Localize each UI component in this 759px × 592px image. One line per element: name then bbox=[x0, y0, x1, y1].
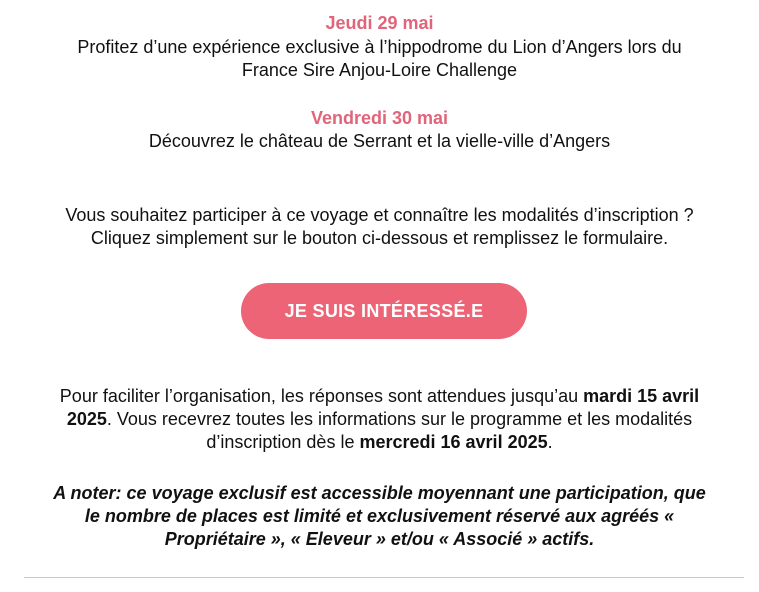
day2-desc-line1: Découvrez le château de Serrant et la vielle-ville d’Angers bbox=[148, 131, 611, 151]
day1-title: Jeudi 29 mai bbox=[325, 13, 434, 33]
deadline-line1 bbox=[0, 385, 759, 408]
interested-button-label: JE SUIS INTÉRESSÉ.E bbox=[284, 300, 484, 321]
deadline-text-2: . Vous recevrez toutes les informations sur le programme et les modalités bbox=[106, 409, 693, 429]
note-line3: Propriétaire », « Eleveur » et/ou « Associé » actifs. bbox=[164, 529, 595, 549]
deadline-date-2: mercredi 16 avril 2025 bbox=[359, 432, 548, 452]
invite-line2: Cliquez simplement sur le bouton ci-dessous et remplissez le formulaire. bbox=[90, 228, 669, 248]
deadline-date-1b: 2025 bbox=[66, 409, 107, 429]
deadline-text-3: d’inscription dès le bbox=[206, 432, 360, 452]
deadline-date-1a: mardi 15 avril bbox=[583, 386, 700, 406]
deadline-line2 bbox=[0, 408, 759, 431]
deadline-text-3-end: . bbox=[547, 432, 553, 452]
note-line1: A noter: ce voyage exclusif est accessible moyennant une participation, que bbox=[53, 483, 706, 503]
day1-desc-line2: France Sire Anjou-Loire Challenge bbox=[241, 60, 518, 80]
deadline-text-1: Pour faciliter l’organisation, les réponses sont attendues jusqu’au bbox=[59, 386, 584, 406]
day2-title: Vendredi 30 mai bbox=[310, 108, 449, 128]
interested-button[interactable] bbox=[241, 283, 527, 339]
note-line2: le nombre de places est limité et exclusivement réservé aux agréés « bbox=[84, 506, 675, 526]
invite-line1: Vous souhaitez participer à ce voyage et connaître les modalités d’inscription ? bbox=[65, 205, 694, 225]
divider bbox=[24, 577, 744, 578]
day1-desc-line1: Profitez d’une expérience exclusive à l’hippodrome du Lion d’Angers lors du bbox=[77, 37, 682, 57]
deadline-line3 bbox=[0, 431, 759, 454]
